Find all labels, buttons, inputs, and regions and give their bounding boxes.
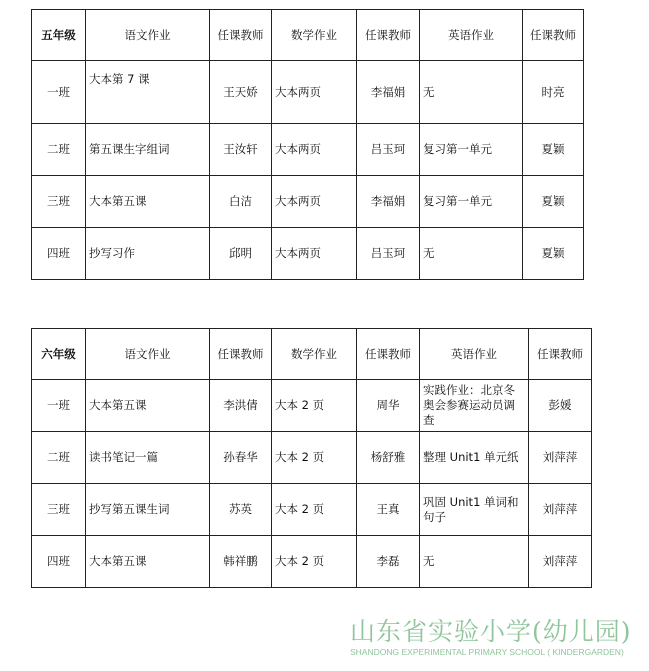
header-chinese-homework: 语文作业 (86, 10, 210, 61)
class-name: 一班 (32, 380, 86, 432)
header-teacher: 任课教师 (529, 329, 592, 380)
math-homework: 大本两页 (272, 228, 357, 280)
class-name: 三班 (32, 484, 86, 536)
math-teacher: 吕玉珂 (357, 124, 420, 176)
table-row (32, 432, 592, 484)
english-teacher: 夏颖 (523, 124, 584, 176)
table-row (32, 380, 592, 432)
header-teacher: 任课教师 (357, 329, 420, 380)
chinese-teacher: 白洁 (210, 176, 272, 228)
math-homework: 大本 2 页 (272, 484, 357, 536)
header-math-homework: 数学作业 (272, 10, 357, 61)
chinese-homework: 抄写习作 (86, 228, 210, 280)
class-name: 四班 (32, 536, 86, 588)
chinese-homework: 大本第五课 (86, 176, 210, 228)
chinese-teacher: 韩祥鹏 (210, 536, 272, 588)
school-logo (350, 617, 640, 658)
table-header-row (32, 10, 584, 61)
chinese-teacher: 邱明 (210, 228, 272, 280)
chinese-homework: 第五课生字组词 (86, 124, 210, 176)
english-teacher: 夏颖 (523, 228, 584, 280)
chinese-homework: 大本第 7 课 (86, 61, 210, 124)
chinese-teacher: 李洪倩 (210, 380, 272, 432)
english-homework: 无 (420, 61, 523, 124)
header-teacher: 任课教师 (210, 10, 272, 61)
english-teacher: 刘萍萍 (529, 536, 592, 588)
header-teacher: 任课教师 (523, 10, 584, 61)
english-homework: 复习第一单元 (420, 176, 523, 228)
class-name: 四班 (32, 228, 86, 280)
chinese-homework: 读书笔记一篇 (86, 432, 210, 484)
header-chinese-homework: 语文作业 (86, 329, 210, 380)
math-homework: 大本两页 (272, 176, 357, 228)
english-homework: 无 (420, 536, 529, 588)
math-homework: 大本 2 页 (272, 536, 357, 588)
math-teacher: 周华 (357, 380, 420, 432)
math-teacher: 李磊 (357, 536, 420, 588)
english-homework: 巩固 Unit1 单词和句子 (420, 484, 529, 536)
chinese-teacher: 王汝轩 (210, 124, 272, 176)
english-teacher: 刘萍萍 (529, 484, 592, 536)
school-name-en: SHANDONG EXPERIMENTAL PRIMARY SCHOOL ( KINDERGARDEN) (350, 647, 624, 657)
math-teacher: 王真 (357, 484, 420, 536)
header-math-homework: 数学作业 (272, 329, 357, 380)
grade5-homework-table (31, 9, 584, 280)
chinese-homework: 大本第五课 (86, 380, 210, 432)
math-homework: 大本两页 (272, 61, 357, 124)
header-teacher: 任课教师 (357, 10, 420, 61)
header-teacher: 任课教师 (210, 329, 272, 380)
header-english-homework: 英语作业 (420, 10, 523, 61)
class-name: 二班 (32, 124, 86, 176)
math-teacher: 李福娟 (357, 176, 420, 228)
grade-label: 六年级 (32, 329, 86, 380)
english-teacher: 刘萍萍 (529, 432, 592, 484)
class-name: 三班 (32, 176, 86, 228)
table-header-row (32, 329, 592, 380)
school-name-cn: 山东省实验小学(幼儿园) (350, 617, 632, 646)
class-name: 一班 (32, 61, 86, 124)
chinese-homework: 抄写第五课生词 (86, 484, 210, 536)
class-name: 二班 (32, 432, 86, 484)
chinese-homework: 大本第五课 (86, 536, 210, 588)
english-teacher: 彭媛 (529, 380, 592, 432)
header-english-homework: 英语作业 (420, 329, 529, 380)
math-homework: 大本 2 页 (272, 432, 357, 484)
chinese-teacher: 王天娇 (210, 61, 272, 124)
chinese-teacher: 苏英 (210, 484, 272, 536)
english-homework: 复习第一单元 (420, 124, 523, 176)
table-row (32, 176, 584, 228)
english-teacher: 时亮 (523, 61, 584, 124)
math-teacher: 吕玉珂 (357, 228, 420, 280)
math-homework: 大本 2 页 (272, 380, 357, 432)
grade6-homework-table (31, 328, 592, 588)
table-row (32, 484, 592, 536)
table-row (32, 536, 592, 588)
table-row (32, 124, 584, 176)
english-homework: 无 (420, 228, 523, 280)
english-homework: 实践作业：北京冬奥会参赛运动员调查 (420, 380, 529, 432)
grade-label: 五年级 (32, 10, 86, 61)
table-row (32, 61, 584, 124)
english-homework: 整理 Unit1 单元纸 (420, 432, 529, 484)
english-teacher: 夏颖 (523, 176, 584, 228)
math-homework: 大本两页 (272, 124, 357, 176)
math-teacher: 杨舒雅 (357, 432, 420, 484)
math-teacher: 李福娟 (357, 61, 420, 124)
chinese-teacher: 孙春华 (210, 432, 272, 484)
table-row (32, 228, 584, 280)
